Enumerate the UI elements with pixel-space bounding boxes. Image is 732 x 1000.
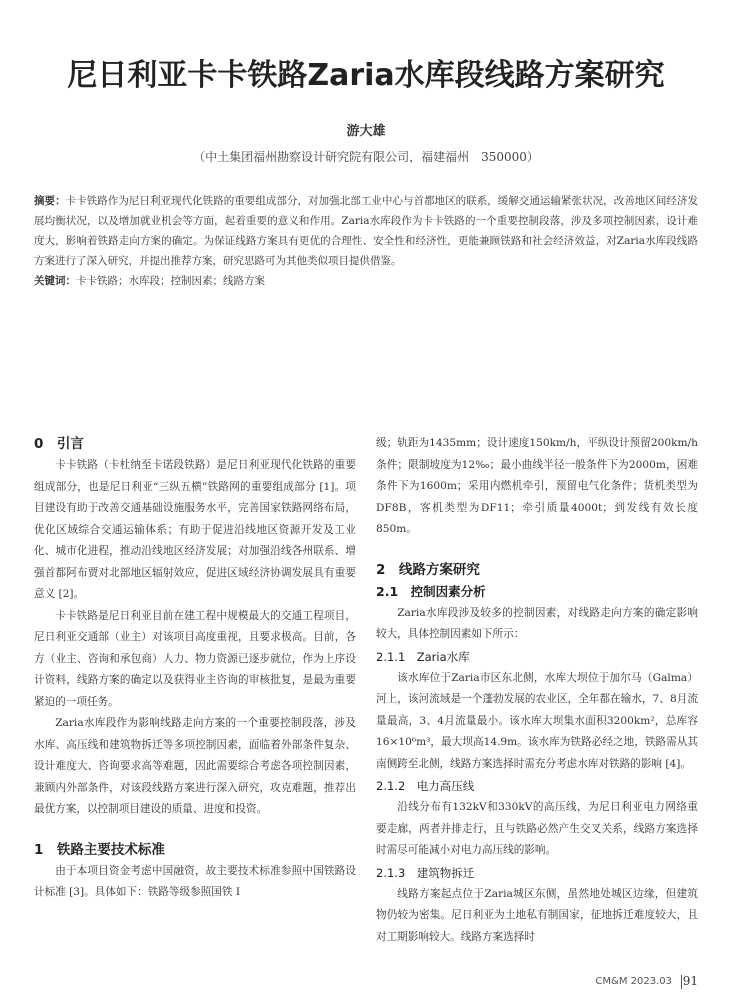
- section-2-1-1-heading: 2.1.1 Zaria水库: [376, 649, 470, 664]
- left-column: [34, 433, 356, 904]
- section-2-1-paragraph: Zaria水库段涉及较多的控制因素，对线路走向方案的确定影响较大，具体控制因素如下所示：: [376, 606, 698, 640]
- keywords-text: 卡卡铁路；水库段；控制因素；线路方案: [76, 275, 265, 287]
- section-2-1-heading: 2.1 控制因素分析: [376, 583, 486, 599]
- author-name: 游大雄: [346, 124, 386, 139]
- section-0-paragraph-2: 卡卡铁路是尼日利亚目前在建工程中规模最大的交通工程项目，尼日利亚交通部（业主）对该项目高度重视，且要求极高。目前，各方（业主、咨询和承包商）人力、物力资源已逐步就位，作为上序设计资料，线路方案的确定以及获得业主咨询的审核批复，是最为重要紧迫的一项任务。: [34, 609, 356, 708]
- section-2-1-3-paragraph: 线路方案起点位于Zaria城区东侧，虽然地处城区边缘，但建筑物仍较为密集。尼日利亚为土地私有制国家，征地拆迁难度较大，且对工期影响较大。线路方案选择时: [376, 887, 698, 943]
- section-2-heading: 2 线路方案研究: [376, 561, 480, 578]
- paper-title: 尼日利亚卡卡铁路Zaria水库段线路方案研究: [67, 58, 665, 93]
- section-2-1-1-paragraph: 该水库位于Zaria市区东北侧，水库大坝位于加尔马（Galma）河上，该河流域是一个蓬勃发展的农业区，全年都在输水，7、8月流量最高，3、4月流量最小。该水库大坝集水面积3200km²，总库容16×10⁶m³，最大坝高14.9m。该水库为铁路必经之地，铁路需从其南侧跨至北侧，线路方案选择时需充分考虑水库对铁路的影响 [4]。: [376, 671, 698, 770]
- abstract-text: 卡卡铁路作为尼日利亚现代化铁路的重要组成部分，对加强北部工业中心与首都地区的联系，缓解交通运输紧张状况，改善地区间经济发展均衡状况，以及增加就业机会等方面，起着重要的意义和作用。Zaria水库段作为卡卡铁路的一个重要控制段落，涉及多项控制因素，设计难度大，影响着铁路走向方案的确定。为保证线路方案具有更优的合理性、安全性和经济性，更能兼顾铁路和社会经济效益，对Zaria水库段线路方案进行了深入研究，并提出推荐方案，研究思路可为其他类似项目提供借鉴。: [34, 195, 699, 267]
- section-2-1-3-heading: 2.1.3 建筑物拆迁: [376, 865, 475, 880]
- section-2-1-2-paragraph: 沿线分布有132kV和330kV的高压线，为尼日利亚电力网络重要走廊，两者并排走行，且与铁路必然产生交叉关系，线路方案选择时需尽可能减小对电力高压线的影响。: [376, 801, 698, 856]
- abstract: [34, 191, 698, 271]
- section-1-paragraph-1: 由于本项目资金考虑中国融资，故主要技术标准参照中国铁路设计标准 [3]。具体如下：铁路等级参照国铁 I: [34, 864, 356, 898]
- section-1-continuation: 级；轨距为1435mm；设计速度150km/h，平纵设计预留200km/h条件；限制坡度为12‰；最小曲线半径一般条件下为2000m，困难条件下为1600m；采用内燃机牵引，预留电气化条件；货机类型为DF8B，客机类型为DF11；牵引质量4000t；到发线有效长度850m。: [376, 437, 698, 535]
- right-column: [376, 433, 698, 948]
- keywords: [34, 271, 698, 291]
- journal-label: CM&M 2023.03: [595, 976, 672, 987]
- section-0-paragraph-3: Zaria水库段作为影响线路走向方案的一个重要控制段落，涉及水库、高压线和建筑物拆迁等多项控制因素，面临着外部条件复杂、设计难度大、咨询要求高等难题，因此需要综合考虑各项控制因素，兼顾内外部条件，对该段线路方案进行深入研究，攻克难题，推荐出最优方案，以控制项目建设的质量、进度和投资。: [34, 717, 356, 815]
- abstract-label: 摘要：: [34, 195, 66, 207]
- section-0-heading: 0 引言: [34, 436, 84, 452]
- section-0-paragraph-1: 卡卡铁路（卡杜纳至卡诺段铁路）是尼日利亚现代化铁路的重要组成部分，也是尼日利亚“三纵五横”铁路网的重要组成部分 [1]。项目建设有助于改善交通基础设施服务水平，完善国家铁路网络布局，优化区域综合交通运输体系；有助于促进沿线地区资源开发及工业化、城市化进程，推动沿线地区经济发展；对加强沿线各州联系、增强首都阿布贾对北部地区辐射效应，促进区域经济协调发展具有重要意义 [2]。: [34, 459, 356, 600]
- section-2-1-2-heading: 2.1.2 电力高压线: [376, 779, 475, 793]
- keywords-label: 关键词：: [34, 275, 76, 287]
- page-number: 91: [682, 974, 698, 988]
- affiliation: （中土集团福州勘察设计研究院有限公司，福建福州 350000）: [193, 150, 539, 164]
- section-1-heading: 1 铁路主要技术标准: [34, 841, 165, 858]
